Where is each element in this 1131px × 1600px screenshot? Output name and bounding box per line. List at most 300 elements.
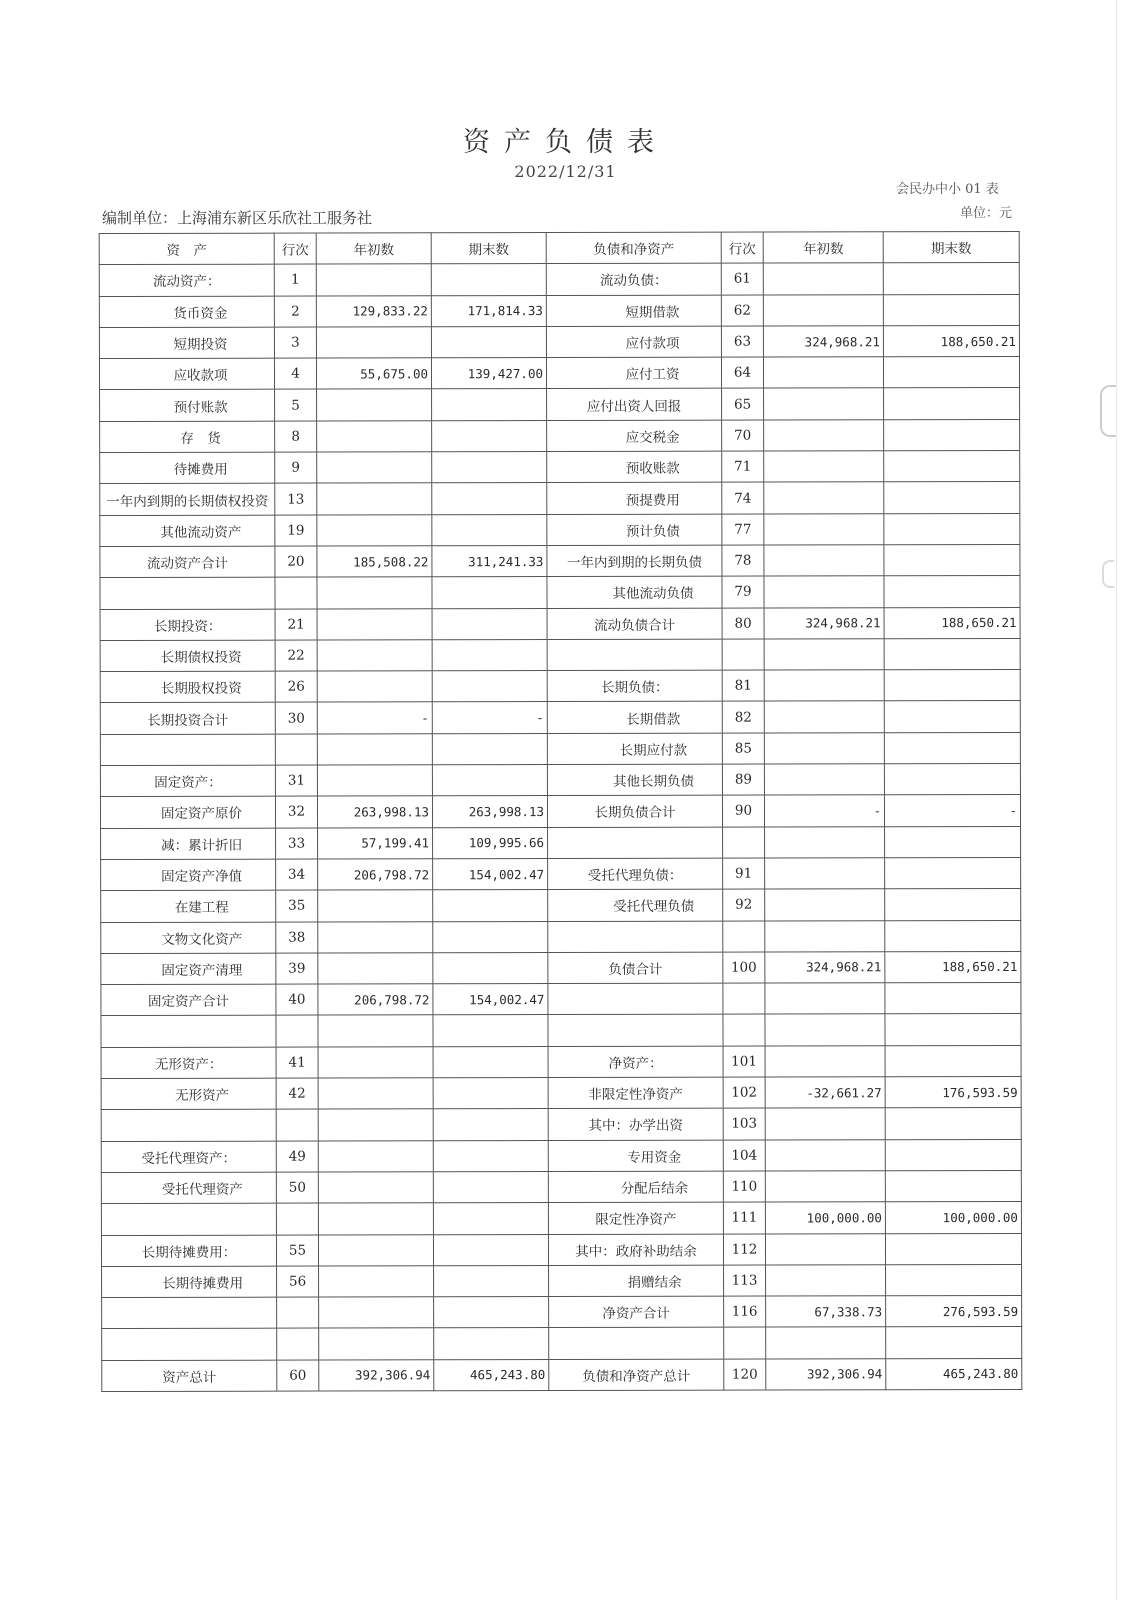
asset-end-value: [431, 264, 546, 296]
asset-name: 存 货: [100, 421, 275, 453]
liability-begin-value: [765, 1045, 885, 1077]
asset-begin-value: -: [317, 702, 432, 734]
liability-end-value: [884, 513, 1020, 545]
asset-begin-value: [317, 577, 432, 609]
liability-name: 专用资金: [548, 1140, 723, 1172]
asset-name: 受托代理资产: [101, 1172, 276, 1204]
liability-begin-value: [765, 983, 885, 1015]
asset-name: 长期股权投资: [100, 671, 275, 703]
liability-begin-value: [764, 545, 884, 577]
table-row: [101, 1108, 1021, 1141]
table-row: [101, 1045, 1021, 1078]
asset-name: [102, 1297, 277, 1329]
asset-line-no: 56: [277, 1266, 319, 1297]
asset-end-value: [432, 389, 547, 421]
liability-end-value: [884, 732, 1020, 764]
table-row: [100, 764, 1020, 797]
liability-line-no: 74: [722, 482, 764, 513]
table-row: [102, 1264, 1022, 1297]
asset-line-no: 30: [275, 703, 317, 734]
asset-end-value: [431, 326, 546, 358]
asset-begin-value: [318, 1172, 433, 1204]
liability-name: 应付工资: [546, 357, 721, 389]
liability-begin-value: 67,338.73: [766, 1296, 886, 1328]
liability-line-no: 79: [722, 576, 764, 607]
table-row: [101, 983, 1021, 1016]
liability-name: 其中：政府补助结余: [548, 1234, 723, 1266]
table-row: [102, 1327, 1022, 1360]
asset-begin-value: [317, 452, 432, 484]
liability-name: 应付出资人回报: [547, 389, 722, 421]
asset-end-value: [432, 420, 547, 452]
liability-name: 预提费用: [547, 483, 722, 515]
asset-name: [102, 1329, 277, 1361]
asset-name: 一年内到期的长期债权投资: [100, 484, 275, 516]
asset-end-value: 171,814.33: [431, 295, 546, 327]
liability-begin-value: [765, 1014, 885, 1046]
liability-begin-value: -: [764, 795, 884, 827]
liability-end-value: [886, 1327, 1022, 1359]
liability-line-no: 81: [722, 670, 764, 701]
asset-end-value: [434, 1297, 549, 1329]
asset-name: [100, 577, 275, 609]
liability-end-value: [883, 357, 1019, 389]
table-row: [99, 357, 1019, 390]
liability-name: 其他流动负债: [547, 576, 722, 608]
liability-begin-value: [764, 733, 884, 765]
asset-begin-value: [317, 421, 432, 453]
liability-end-value: [884, 482, 1020, 514]
liability-begin-value: [765, 826, 885, 858]
liability-begin-value: -32,661.27: [765, 1077, 885, 1109]
table-row: [101, 920, 1021, 953]
liability-name: 预计负债: [547, 514, 722, 546]
liability-name: 限定性净资产: [548, 1202, 723, 1234]
liability-name: 应交税金: [547, 420, 722, 452]
asset-begin-value: [318, 1078, 433, 1110]
asset-end-value: [432, 577, 547, 609]
asset-line-no: 31: [275, 765, 317, 796]
asset-line-no: 32: [275, 796, 317, 827]
asset-line-no: 4: [274, 358, 316, 389]
reporting-entity: 编制单位：上海浦东新区乐欣社工服务社: [102, 209, 373, 227]
liability-end-value: [883, 263, 1019, 295]
asset-begin-value: [317, 389, 432, 421]
liability-end-value: 188,650.21: [884, 607, 1020, 639]
asset-line-no: [276, 1109, 318, 1140]
liability-line-no: 64: [721, 357, 763, 388]
liability-begin-value: [764, 764, 884, 796]
table-row: [101, 1076, 1021, 1109]
liability-line-no: 89: [722, 764, 764, 795]
asset-begin-value: 55,675.00: [316, 358, 431, 390]
table-row: [100, 544, 1020, 577]
asset-begin-value: 392,306.94: [319, 1359, 434, 1391]
liability-line-no: 102: [723, 1077, 765, 1108]
asset-name: 文物文化资产: [101, 922, 276, 954]
asset-line-no: 22: [275, 640, 317, 671]
liability-begin-value: [764, 701, 884, 733]
table-row: [100, 513, 1020, 546]
liability-name: [547, 639, 722, 671]
liability-name: 净资产合计: [549, 1296, 724, 1328]
asset-line-no: [277, 1297, 319, 1328]
liability-end-value: [885, 889, 1021, 921]
asset-name: 受托代理资产：: [101, 1141, 276, 1173]
liability-begin-value: [764, 670, 884, 702]
asset-begin-value: [317, 640, 432, 672]
liability-line-no: [723, 1014, 765, 1045]
asset-line-no: 3: [274, 327, 316, 358]
table-row: [100, 388, 1020, 421]
table-row: [100, 732, 1020, 765]
asset-begin-value: 206,798.72: [318, 984, 433, 1016]
asset-end-value: [432, 514, 547, 546]
col-header-line: 行次: [721, 232, 763, 263]
asset-name: 长期债权投资: [100, 640, 275, 672]
asset-begin-value: [318, 1047, 433, 1079]
liability-end-value: 100,000.00: [885, 1202, 1021, 1234]
asset-name: 其他流动资产: [100, 515, 275, 547]
asset-line-no: [275, 734, 317, 765]
asset-end-value: [432, 452, 547, 484]
asset-begin-value: 206,798.72: [318, 859, 433, 891]
asset-end-value: 109,995.66: [433, 827, 548, 859]
asset-end-value: [432, 483, 547, 515]
liability-name: 长期应付款: [547, 733, 722, 765]
asset-name: [101, 1109, 276, 1141]
table-row: [99, 294, 1019, 327]
liability-line-no: 112: [723, 1234, 765, 1265]
asset-name: 固定资产净值: [101, 859, 276, 891]
col-header-begin: 年初数: [763, 232, 883, 264]
liability-end-value: [885, 1233, 1021, 1265]
liability-name: 流动负债合计: [547, 608, 722, 640]
table-row: [100, 576, 1020, 609]
report-date: 2022/12/31: [514, 162, 617, 181]
liability-begin-value: [764, 451, 884, 483]
liability-name: 捐赠结余: [549, 1265, 724, 1297]
liability-begin-value: [764, 420, 884, 452]
liability-end-value: [885, 920, 1021, 952]
table-header-row: [99, 231, 1019, 264]
asset-begin-value: [319, 1328, 434, 1360]
asset-name: 待摊费用: [100, 452, 275, 484]
asset-line-no: 60: [277, 1360, 319, 1391]
liability-name: [549, 1328, 724, 1360]
asset-line-no: 20: [275, 546, 317, 577]
table-row: [101, 1170, 1021, 1203]
table-row: [100, 482, 1020, 515]
liability-end-value: [884, 451, 1020, 483]
asset-begin-value: [316, 264, 431, 296]
asset-line-no: 55: [276, 1235, 318, 1266]
liability-begin-value: [764, 482, 884, 514]
liability-begin-value: [764, 639, 884, 671]
col-header-end: 期末数: [883, 231, 1019, 263]
liability-line-no: [723, 827, 765, 858]
asset-line-no: 9: [275, 452, 317, 483]
asset-line-no: [276, 1203, 318, 1234]
asset-begin-value: [317, 734, 432, 766]
asset-begin-value: [319, 1266, 434, 1298]
table-row: [102, 1296, 1022, 1329]
table-row: [100, 638, 1020, 671]
liability-end-value: 276,593.59: [886, 1296, 1022, 1328]
liability-name: 受托代理负债：: [548, 858, 723, 890]
asset-line-no: 13: [275, 483, 317, 514]
table-row: [100, 795, 1020, 828]
asset-line-no: 39: [276, 953, 318, 984]
liability-end-value: [884, 701, 1020, 733]
liability-end-value: [884, 419, 1020, 451]
asset-end-value: 311,241.33: [432, 545, 547, 577]
table-row: [101, 826, 1021, 859]
table-row: [102, 1358, 1022, 1391]
asset-begin-value: [317, 608, 432, 640]
liability-begin-value: 324,968.21: [764, 607, 884, 639]
liability-line-no: 116: [724, 1296, 766, 1327]
asset-end-value: [433, 921, 548, 953]
asset-end-value: [432, 639, 547, 671]
asset-begin-value: 57,199.41: [318, 827, 433, 859]
asset-end-value: [432, 671, 547, 703]
liability-line-no: 85: [722, 733, 764, 764]
asset-end-value: [433, 1140, 548, 1172]
col-header-liability: 负债和净资产: [546, 232, 721, 264]
liability-name: 长期负债：: [547, 670, 722, 702]
asset-end-value: [432, 765, 547, 797]
col-header-line: 行次: [274, 233, 316, 264]
asset-name: 固定资产：: [100, 765, 275, 797]
asset-begin-value: [317, 483, 432, 515]
liability-name: 其他长期负债: [547, 764, 722, 796]
liability-begin-value: 324,968.21: [763, 326, 883, 358]
asset-line-no: 38: [276, 922, 318, 953]
liability-end-value: [884, 670, 1020, 702]
asset-line-no: 41: [276, 1047, 318, 1078]
liability-name: 短期借款: [546, 295, 721, 327]
asset-name: [101, 1203, 276, 1235]
liability-line-no: 70: [722, 420, 764, 451]
liability-begin-value: 324,968.21: [765, 952, 885, 984]
asset-name: 预付账款: [100, 390, 275, 422]
liability-end-value: [885, 983, 1021, 1015]
asset-name: 固定资产合计: [101, 984, 276, 1016]
liability-name: 非限定性净资产: [548, 1077, 723, 1109]
liability-line-no: 63: [721, 326, 763, 357]
asset-begin-value: [317, 765, 432, 797]
asset-end-value: [434, 1265, 549, 1297]
liability-line-no: [723, 983, 765, 1014]
asset-end-value: [433, 1078, 548, 1110]
asset-end-value: 154,002.47: [433, 984, 548, 1016]
table-row: [100, 419, 1020, 452]
liability-begin-value: 100,000.00: [765, 1202, 885, 1234]
liability-name: [548, 983, 723, 1015]
asset-begin-value: 185,508.22: [317, 546, 432, 578]
asset-line-no: 5: [275, 390, 317, 421]
asset-end-value: 465,243.80: [434, 1359, 549, 1391]
scan-mark: [1102, 560, 1114, 588]
table-row: [101, 951, 1021, 984]
asset-end-value: 139,427.00: [431, 358, 546, 390]
liability-name: [548, 827, 723, 859]
asset-line-no: 26: [275, 671, 317, 702]
currency-unit: 单位：元: [960, 206, 1013, 221]
asset-name: 应收款项: [99, 358, 274, 390]
liability-line-no: 62: [721, 295, 763, 326]
liability-name: 预收账款: [547, 451, 722, 483]
liability-line-no: [724, 1327, 766, 1358]
asset-name: [100, 734, 275, 766]
asset-name: 流动资产合计: [100, 546, 275, 578]
liability-end-value: [884, 576, 1020, 608]
asset-name: 长期投资：: [100, 609, 275, 641]
liability-end-value: 188,650.21: [885, 951, 1021, 983]
liability-end-value: 176,593.59: [885, 1076, 1021, 1108]
liability-line-no: 120: [724, 1359, 766, 1390]
liability-begin-value: [763, 357, 883, 389]
asset-begin-value: [318, 1109, 433, 1141]
asset-name: 短期投资: [99, 327, 274, 359]
asset-end-value: [432, 608, 547, 640]
asset-end-value: [432, 733, 547, 765]
asset-name: 货币资金: [99, 296, 274, 328]
liability-begin-value: [766, 1265, 886, 1297]
liability-begin-value: [764, 576, 884, 608]
liability-end-value: [885, 826, 1021, 858]
table-row: [101, 1014, 1021, 1047]
liability-end-value: [886, 1264, 1022, 1296]
liability-end-value: [884, 544, 1020, 576]
asset-line-no: 8: [275, 421, 317, 452]
liability-end-value: [885, 1170, 1021, 1202]
liability-line-no: [723, 921, 765, 952]
col-header-begin: 年初数: [316, 233, 431, 265]
scan-mark: [1100, 385, 1116, 437]
asset-line-no: 40: [276, 984, 318, 1015]
liability-begin-value: [763, 294, 883, 326]
liability-end-value: [884, 764, 1020, 796]
asset-name: 长期投资合计: [100, 703, 275, 735]
col-header-asset: 资 产: [99, 233, 274, 265]
liability-name: [548, 921, 723, 953]
table-row: [100, 670, 1020, 703]
asset-begin-value: [317, 671, 432, 703]
form-number: 会民办中小 01 表: [896, 182, 999, 197]
asset-line-no: 1: [274, 264, 316, 295]
asset-line-no: 21: [275, 609, 317, 640]
asset-line-no: 49: [276, 1141, 318, 1172]
liability-end-value: [885, 1139, 1021, 1171]
liability-begin-value: [765, 858, 885, 890]
liability-line-no: 103: [723, 1108, 765, 1139]
liability-line-no: 111: [723, 1202, 765, 1233]
liability-name: 受托代理负债: [548, 889, 723, 921]
asset-name: 长期待摊费用: [102, 1266, 277, 1298]
asset-name: 在建工程: [101, 890, 276, 922]
liability-name: 负债和净资产总计: [549, 1359, 724, 1391]
liability-line-no: 92: [723, 889, 765, 920]
asset-end-value: [433, 890, 548, 922]
asset-name: [101, 1016, 276, 1048]
liability-name: 净资产：: [548, 1046, 723, 1078]
asset-name: 无形资产: [101, 1078, 276, 1110]
table-row: [101, 1233, 1021, 1266]
table-row: [101, 1139, 1021, 1172]
liability-line-no: 65: [722, 389, 764, 420]
asset-end-value: 263,998.13: [432, 796, 547, 828]
liability-line-no: 71: [722, 451, 764, 482]
liability-name: 分配后结余: [548, 1171, 723, 1203]
liability-begin-value: [765, 1108, 885, 1140]
asset-begin-value: 263,998.13: [317, 796, 432, 828]
liability-line-no: 104: [723, 1140, 765, 1171]
liability-begin-value: [765, 1139, 885, 1171]
liability-begin-value: [765, 889, 885, 921]
asset-end-value: 154,002.47: [433, 858, 548, 890]
table-row: [101, 1202, 1021, 1235]
asset-begin-value: [317, 514, 432, 546]
asset-begin-value: [318, 1015, 433, 1047]
asset-name: 长期待摊费用：: [101, 1235, 276, 1267]
asset-end-value: [433, 1015, 548, 1047]
asset-name: 固定资产清理: [101, 953, 276, 985]
asset-begin-value: [318, 1140, 433, 1172]
asset-end-value: [433, 1234, 548, 1266]
asset-end-value: [433, 952, 548, 984]
liability-begin-value: [766, 1327, 886, 1359]
liability-line-no: 82: [722, 701, 764, 732]
asset-line-no: [276, 1015, 318, 1046]
liability-begin-value: [765, 1233, 885, 1265]
asset-begin-value: [318, 921, 433, 953]
asset-name: 固定资产原价: [100, 796, 275, 828]
page-edge-shadow: [1116, 0, 1117, 1600]
liability-line-no: 101: [723, 1046, 765, 1077]
col-header-end: 期末数: [431, 233, 546, 265]
asset-begin-value: 129,833.22: [316, 295, 431, 327]
liability-begin-value: [763, 263, 883, 295]
asset-begin-value: [318, 1234, 433, 1266]
table-row: [101, 857, 1021, 890]
asset-begin-value: [319, 1297, 434, 1329]
liability-end-value: -: [884, 795, 1020, 827]
liability-begin-value: [765, 920, 885, 952]
liability-line-no: 61: [721, 263, 763, 294]
asset-line-no: [275, 577, 317, 608]
asset-end-value: -: [432, 702, 547, 734]
asset-line-no: 33: [276, 828, 318, 859]
asset-begin-value: [318, 890, 433, 922]
liability-end-value: [884, 638, 1020, 670]
asset-line-no: 42: [276, 1078, 318, 1109]
table-row: [100, 701, 1020, 734]
liability-name: 其中：办学出资: [548, 1108, 723, 1140]
liability-line-no: 77: [722, 514, 764, 545]
liability-end-value: [884, 388, 1020, 420]
asset-end-value: [433, 1203, 548, 1235]
liability-begin-value: 392,306.94: [766, 1358, 886, 1390]
liability-end-value: [883, 294, 1019, 326]
liability-begin-value: [765, 1171, 885, 1203]
asset-name: 资产总计: [102, 1360, 277, 1392]
liability-name: [548, 1015, 723, 1047]
asset-line-no: 2: [274, 296, 316, 327]
page-title: 资产负债表: [463, 127, 668, 158]
liability-line-no: 100: [723, 952, 765, 983]
